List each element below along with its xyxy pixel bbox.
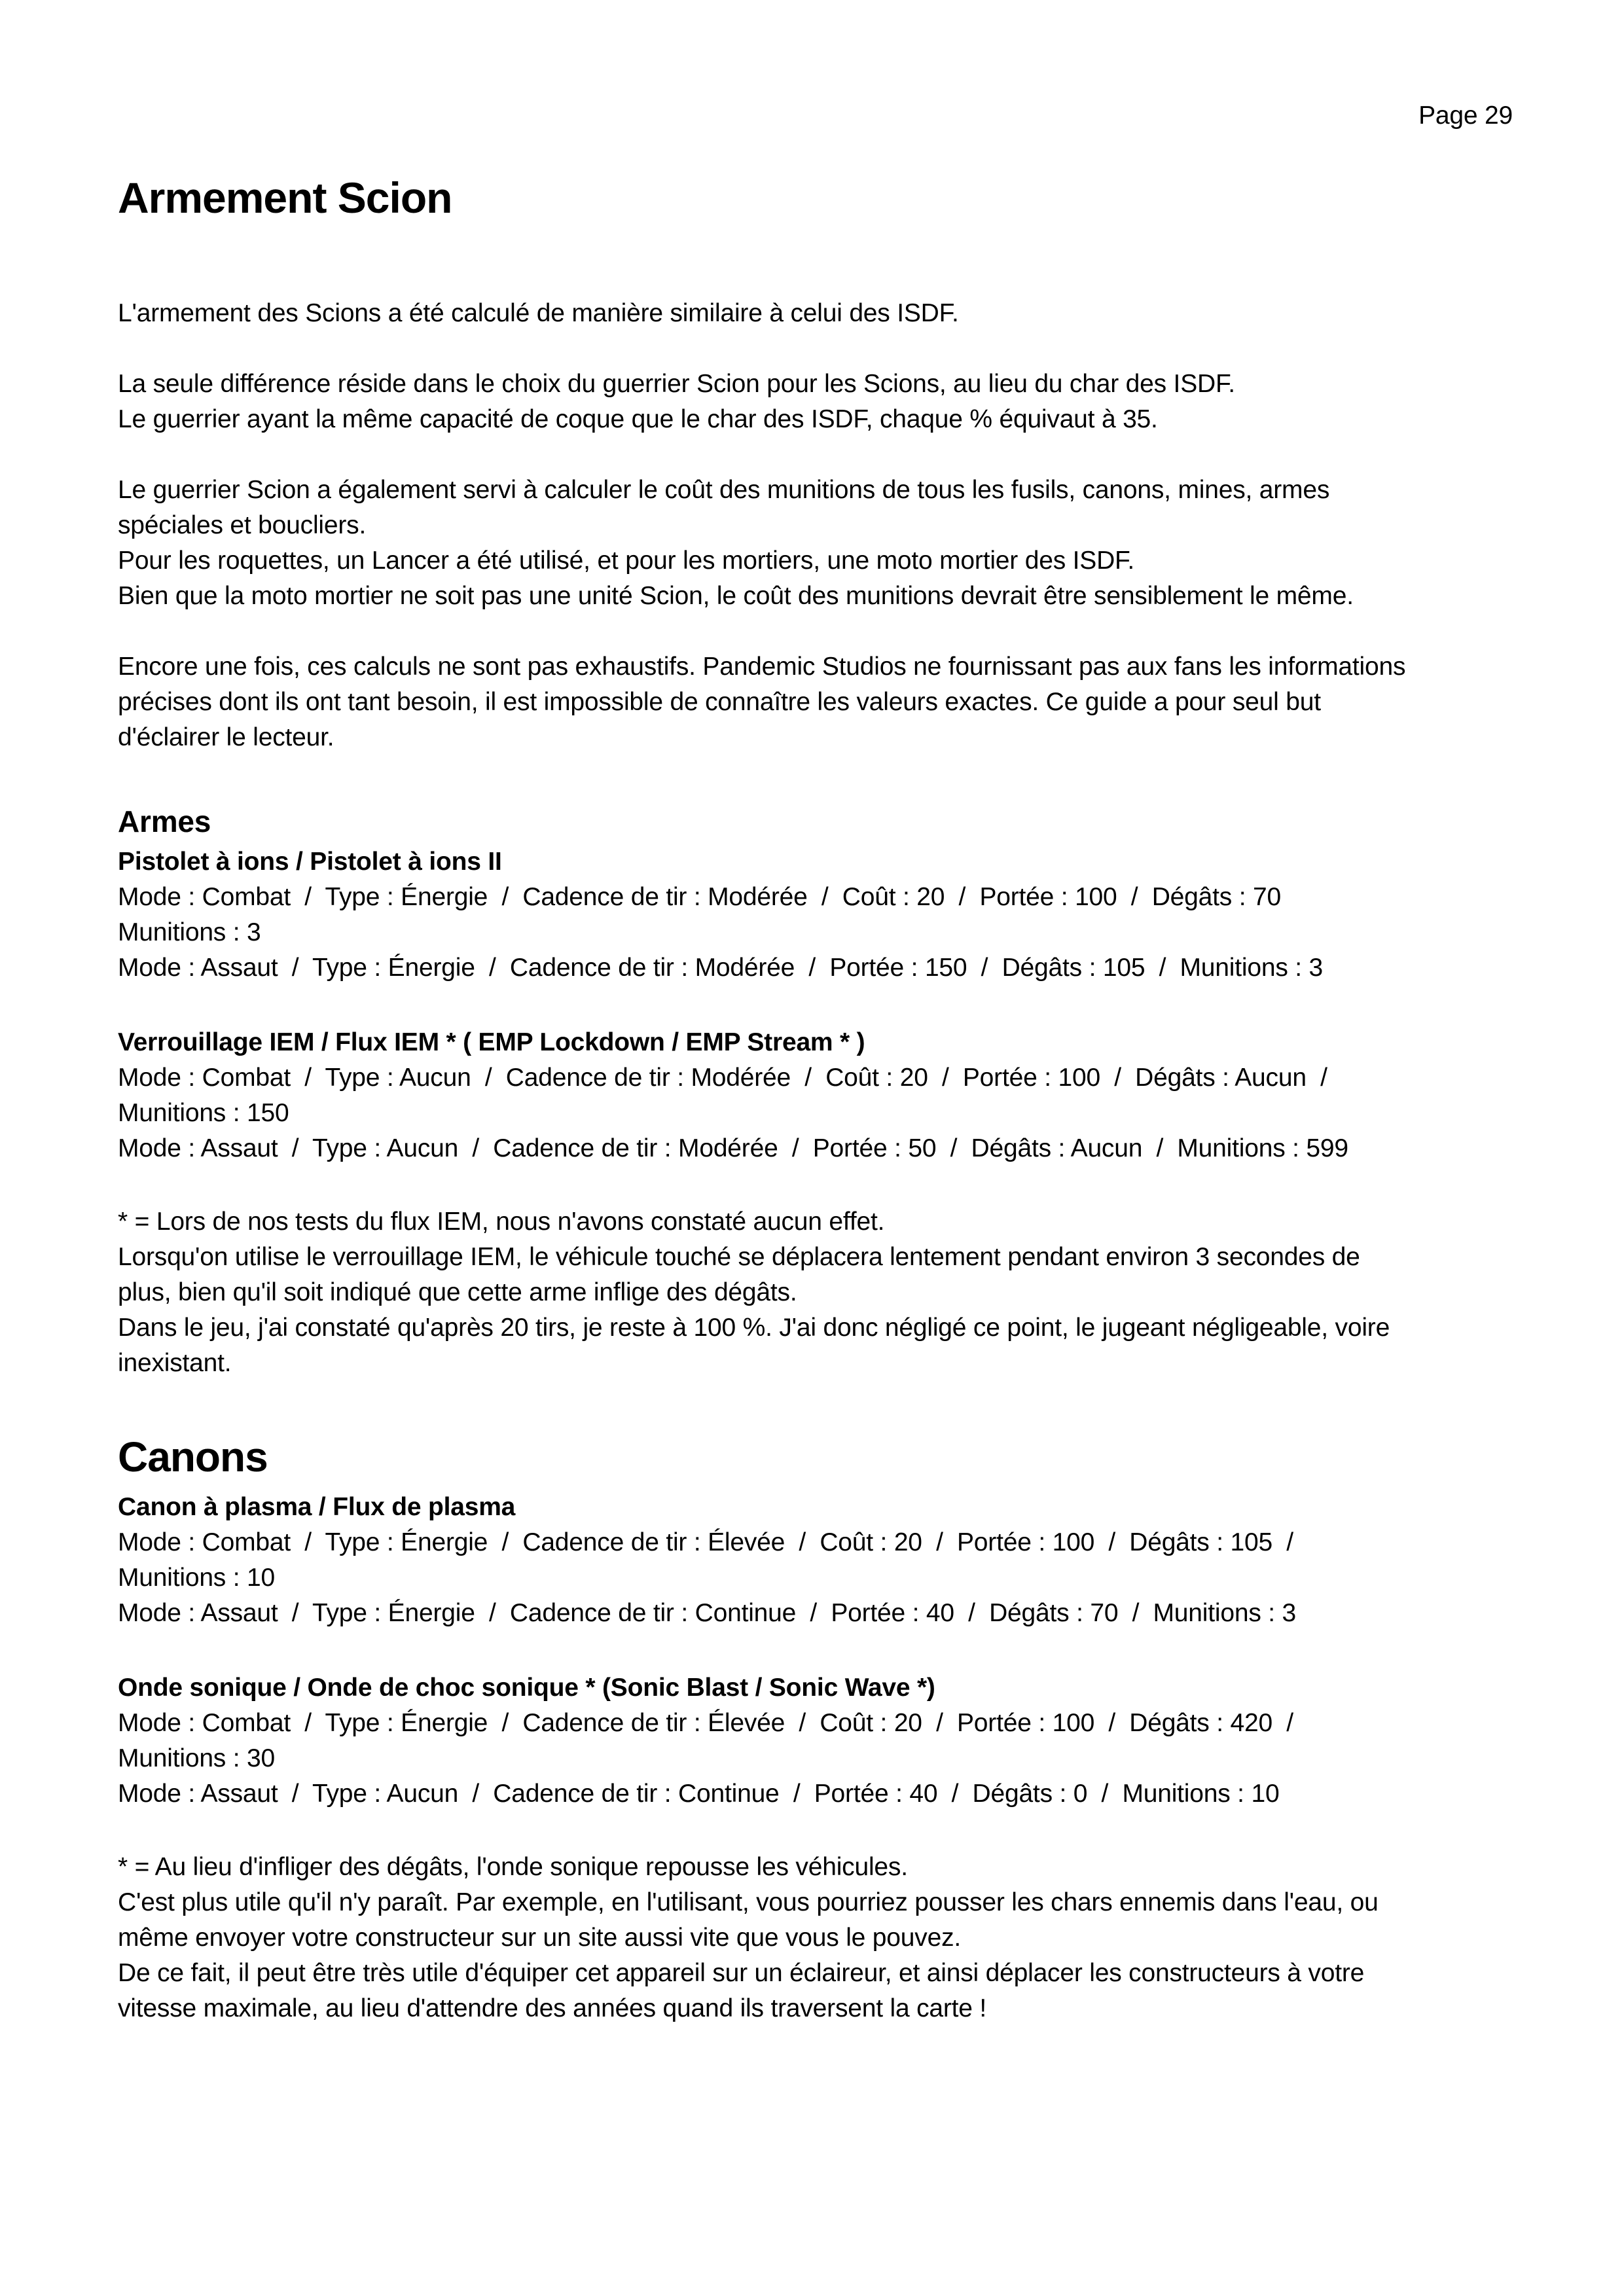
text-line: précises dont ils ont tant besoin, il est impossible de connaître les valeurs exactes. Ce guide a pour seul but	[118, 688, 1321, 716]
text-line: plus, bien qu'il soit indiqué que cette arme inflige des dégâts.	[118, 1278, 797, 1306]
stat-line: Munitions : 150	[118, 1099, 289, 1127]
weapon-name: Pistolet à ions / Pistolet à ions II	[118, 848, 502, 876]
stat-line: Munitions : 30	[118, 1744, 275, 1772]
weapon-block-canon-plasma	[118, 1490, 1513, 1631]
stat-line: Mode : Combat / Type : Énergie / Cadence de tir : Modérée / Coût : 20 / Portée : 100 / Dégâts : 70	[118, 883, 1281, 911]
text-line: Bien que la moto mortier ne soit pas une unité Scion, le coût des munitions devrait être sensiblement le même.	[118, 582, 1354, 610]
page-number: Page 29	[1418, 101, 1513, 130]
text-line: Dans le jeu, j'ai constaté qu'après 20 tirs, je reste à 100 %. J'ai donc négligé ce point, le jugeant négligeable, voire	[118, 1314, 1390, 1342]
weapon-block-verrouillage-iem	[118, 1025, 1513, 1166]
stat-line: Munitions : 10	[118, 1564, 275, 1592]
stat-line: Mode : Assaut / Type : Aucun / Cadence de tir : Continue / Portée : 40 / Dégâts : 0 / Munitions : 10	[118, 1780, 1280, 1808]
intro-paragraph-4	[118, 649, 1513, 755]
canons-footnote	[118, 1850, 1513, 2026]
text-line: * = Au lieu d'infliger des dégâts, l'onde sonique repousse les véhicules.	[118, 1853, 908, 1881]
stat-line: Mode : Assaut / Type : Énergie / Cadence de tir : Continue / Portée : 40 / Dégâts : 70 / Munitions : 3	[118, 1599, 1297, 1627]
intro-paragraph-1	[118, 296, 1513, 331]
stat-line: Mode : Combat / Type : Aucun / Cadence de tir : Modérée / Coût : 20 / Portée : 100 / Dégâts : Aucun /	[118, 1064, 1327, 1092]
intro-paragraph-2	[118, 367, 1513, 437]
text-line: même envoyer votre constructeur sur un site aussi vite que vous le pouvez.	[118, 1924, 962, 1952]
stat-line: Mode : Combat / Type : Énergie / Cadence de tir : Élevée / Coût : 20 / Portée : 100 / Dégâts : 105 /	[118, 1528, 1293, 1556]
weapon-name: Canon à plasma / Flux de plasma	[118, 1493, 516, 1521]
text-line: L'armement des Scions a été calculé de manière similaire à celui des ISDF.	[118, 299, 959, 327]
weapon-block-pistolet-ions	[118, 844, 1513, 986]
text-line: Lorsqu'on utilise le verrouillage IEM, le véhicule touché se déplacera lentement pendant environ 3 secondes de	[118, 1243, 1360, 1271]
armes-footnote	[118, 1204, 1513, 1381]
stat-line: Mode : Combat / Type : Énergie / Cadence de tir : Élevée / Coût : 20 / Portée : 100 / Dégâts : 420 /	[118, 1709, 1293, 1737]
stat-line: Munitions : 3	[118, 918, 261, 946]
weapon-name: Onde sonique / Onde de choc sonique * (Sonic Blast / Sonic Wave *)	[118, 1674, 935, 1702]
text-line: La seule différence réside dans le choix du guerrier Scion pour les Scions, au lieu du char des ISDF.	[118, 370, 1235, 398]
weapon-name: Verrouillage IEM / Flux IEM * ( EMP Lockdown / EMP Stream * )	[118, 1028, 865, 1056]
text-line: * = Lors de nos tests du flux IEM, nous n'avons constaté aucun effet.	[118, 1208, 885, 1236]
text-line: Encore une fois, ces calculs ne sont pas exhaustifs. Pandemic Studios ne fournissant pas aux fans les informations	[118, 653, 1406, 681]
stat-line: Mode : Assaut / Type : Aucun / Cadence de tir : Modérée / Portée : 50 / Dégâts : Aucun / Munitions : 599	[118, 1134, 1348, 1162]
section-heading-canons: Canons	[118, 1433, 268, 1480]
text-line: Le guerrier ayant la même capacité de coque que le char des ISDF, chaque % équivaut à 35.	[118, 405, 1158, 433]
text-line: Pour les roquettes, un Lancer a été utilisé, et pour les mortiers, une moto mortier des ISDF.	[118, 547, 1134, 575]
text-line: C'est plus utile qu'il n'y paraît. Par exemple, en l'utilisant, vous pourriez pousser les chars ennemis dans l'eau, ou	[118, 1888, 1379, 1916]
text-line: Le guerrier Scion a également servi à calculer le coût des munitions de tous les fusils, canons, mines, armes	[118, 476, 1330, 504]
text-line: inexistant.	[118, 1349, 232, 1377]
weapon-block-onde-sonique	[118, 1670, 1513, 1812]
text-line: De ce fait, il peut être très utile d'équiper cet appareil sur un éclaireur, et ainsi déplacer les constructeurs à votre	[118, 1959, 1365, 1987]
stat-line: Mode : Assaut / Type : Énergie / Cadence de tir : Modérée / Portée : 150 / Dégâts : 105 / Munitions : 3	[118, 954, 1324, 982]
intro-paragraph-3	[118, 473, 1513, 614]
page-title: Armement Scion	[118, 173, 452, 222]
section-heading-armes: Armes	[118, 804, 211, 838]
text-line: d'éclairer le lecteur.	[118, 723, 334, 751]
text-line: vitesse maximale, au lieu d'attendre des années quand ils traversent la carte !	[118, 1994, 987, 2022]
text-line: spéciales et boucliers.	[118, 511, 367, 539]
